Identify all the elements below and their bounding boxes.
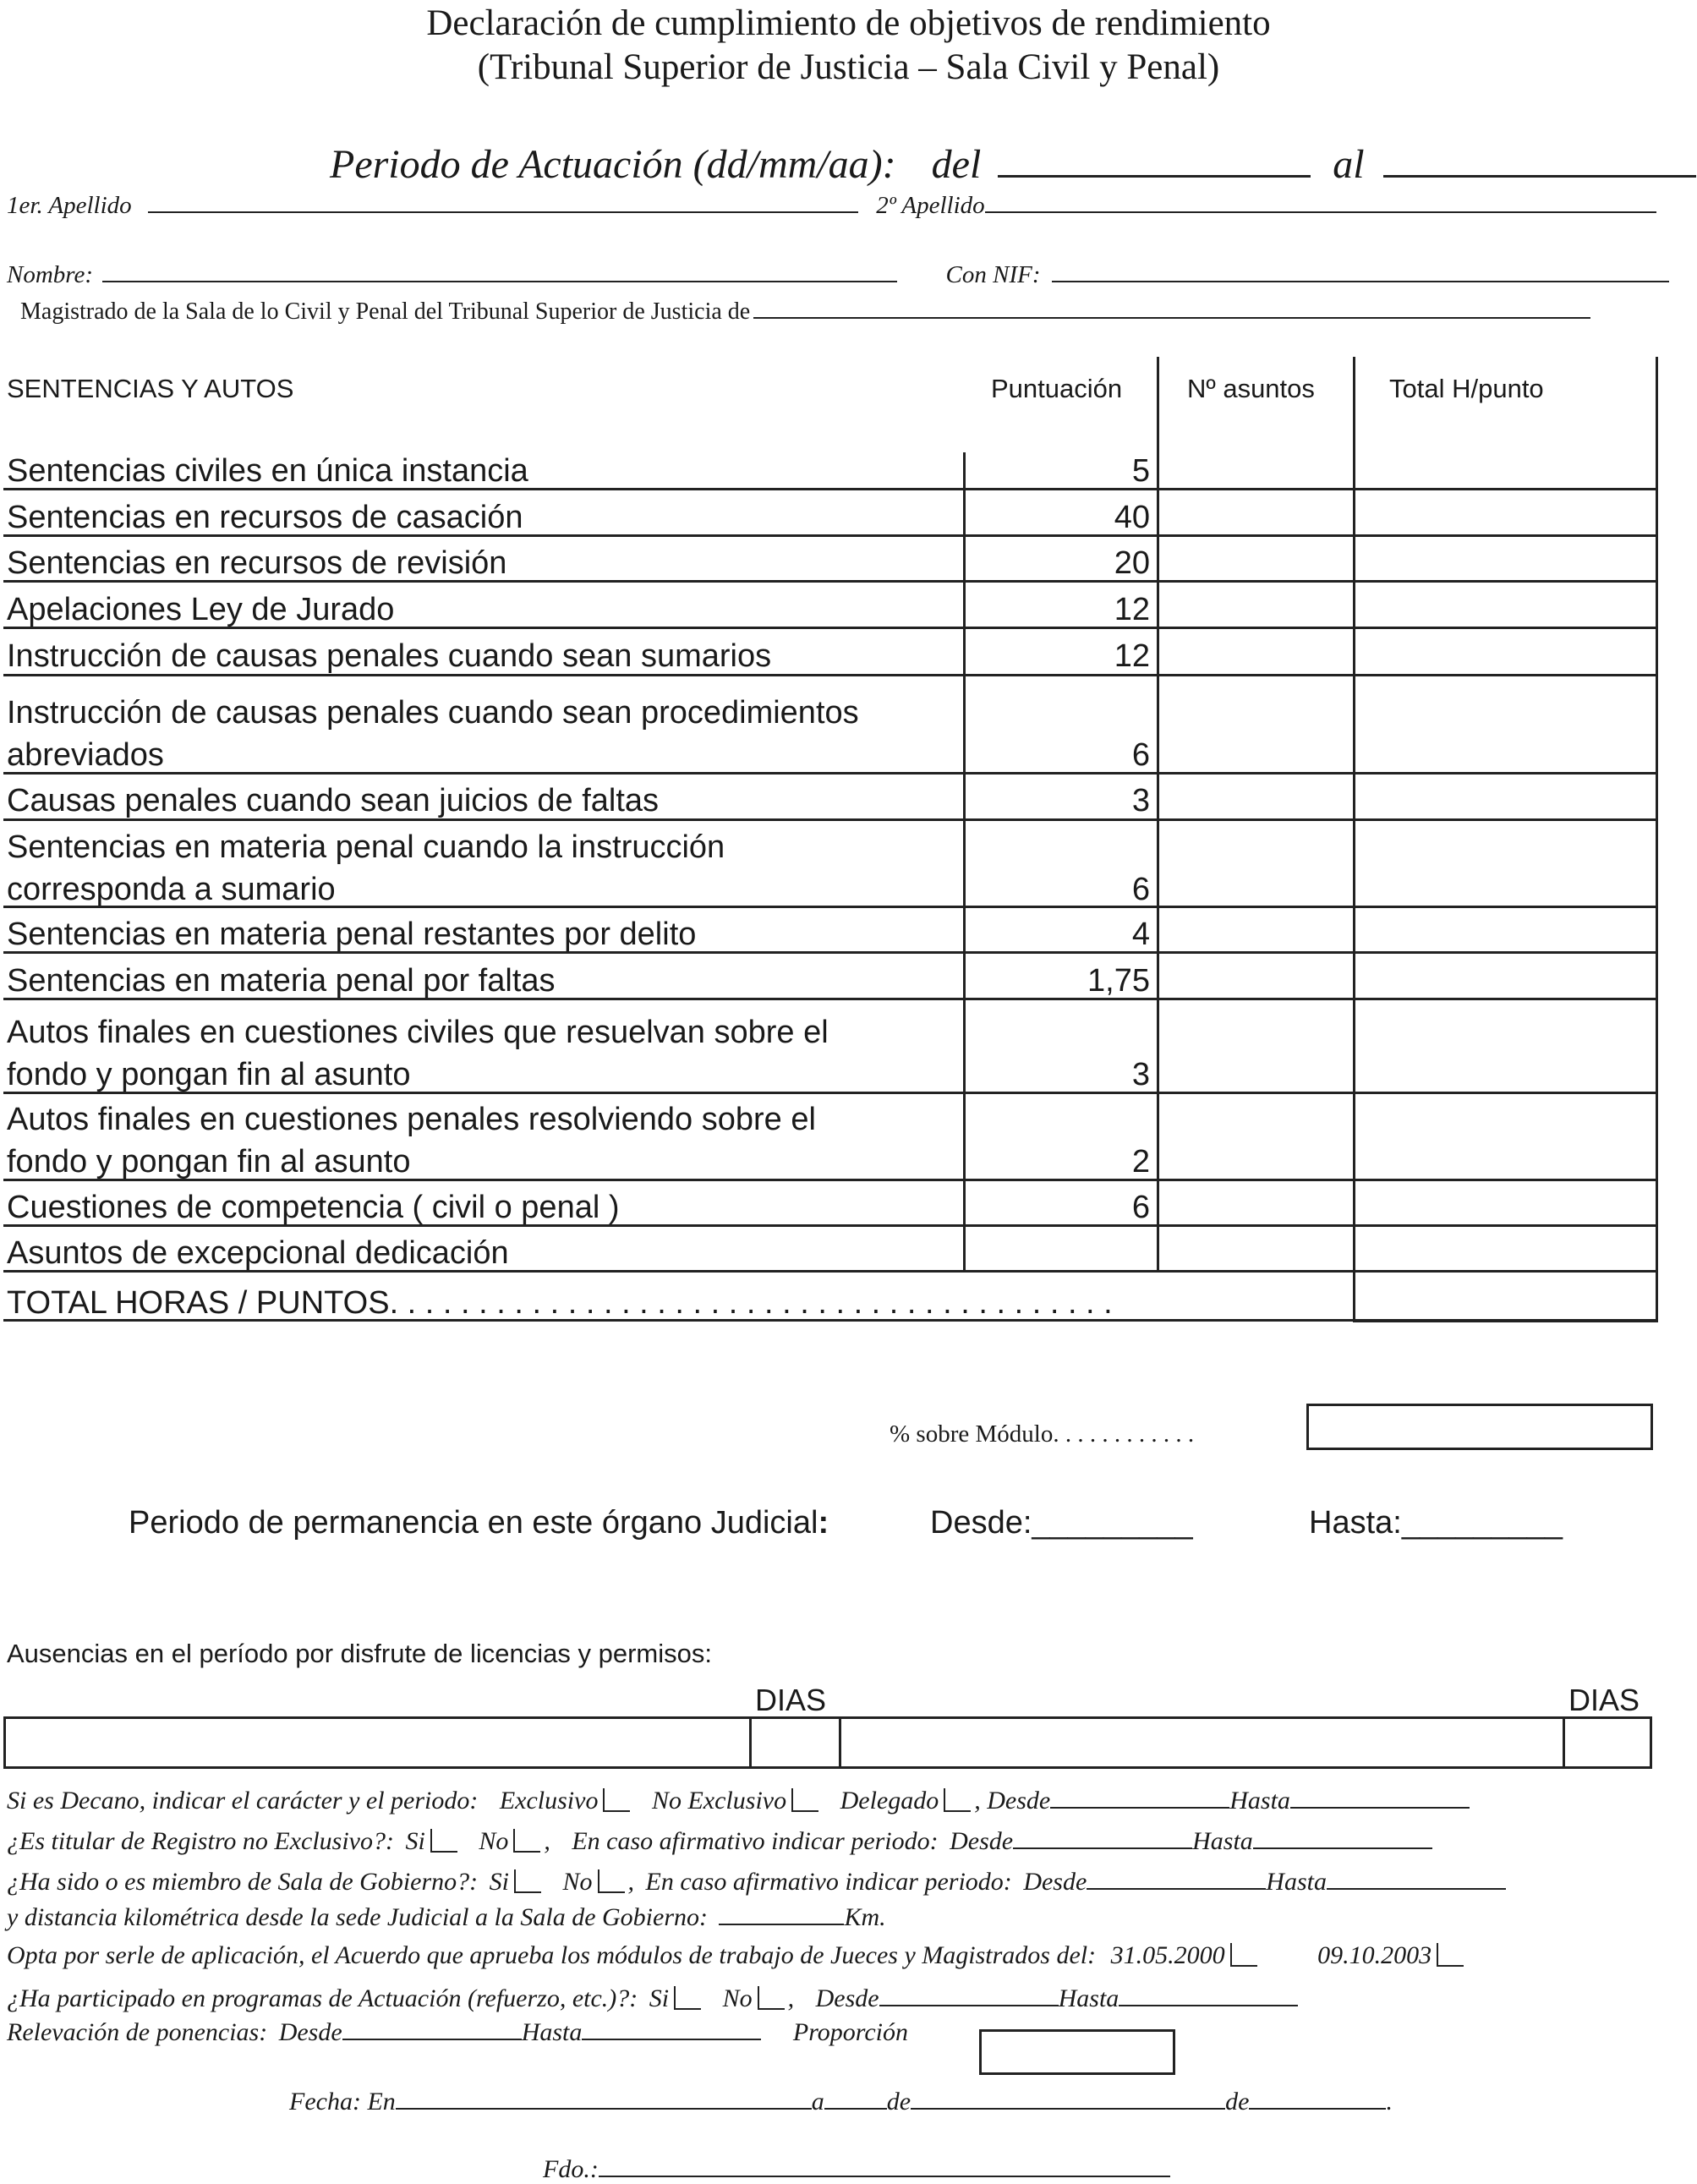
- programas-row: [7, 1982, 1298, 2013]
- desde-label: Desde: [815, 1984, 879, 2012]
- fecha-anio-field[interactable]: [1249, 2085, 1386, 2110]
- relevacion-desde-field[interactable]: [342, 2016, 522, 2040]
- opta-label: Opta por serle de aplicación, el Acuerdo que aprueba los módulos de trabajo de Jueces y Magistrados del:: [7, 1941, 1097, 1969]
- section-heading: SENTENCIAS Y AUTOS: [7, 374, 294, 403]
- proporcion-field[interactable]: [979, 2029, 1175, 2075]
- programas-desde-field[interactable]: [879, 1982, 1059, 2006]
- fecha-lugar-field[interactable]: [396, 2085, 812, 2110]
- row-separator: [3, 1179, 1657, 1181]
- apellido2-label: 2º Apellido: [876, 192, 985, 220]
- gobierno-no-checkbox[interactable]: [598, 1869, 625, 1893]
- dias-header: DIAS: [1568, 1683, 1640, 1717]
- comma: ,: [787, 1984, 795, 2012]
- row-separator: [3, 627, 1657, 629]
- title-line-2: (Tribunal Superior de Justicia – Sala Civil y Penal): [477, 47, 1220, 87]
- permanencia-row: [129, 1505, 829, 1541]
- table-row-label: Asuntos de excepcional dedicación: [7, 1235, 509, 1271]
- distancia-label: y distancia kilométrica desde la sede Judicial a la Sala de Gobierno:: [7, 1903, 708, 1931]
- table-col-divider: [1353, 357, 1355, 1271]
- table-row-label-cont: corresponda a sumario: [7, 872, 336, 907]
- col-header-count: Nº asuntos: [1187, 374, 1315, 403]
- magistrado-field[interactable]: [753, 296, 1590, 319]
- acuerdo-2000-checkbox[interactable]: [1230, 1943, 1257, 1967]
- table-row-label-cont: fondo y pongan fin al asunto: [7, 1144, 411, 1180]
- ausencias-divider: [1563, 1716, 1565, 1769]
- modulo-label: % sobre Módulo. . . . . . . . . . . .: [890, 1420, 1195, 1448]
- nombre-field[interactable]: [102, 259, 897, 282]
- delegado-label: Delegado: [840, 1787, 939, 1815]
- decano-label: Si es Decano, indicar el carácter y el periodo:: [7, 1787, 479, 1815]
- row-separator: [3, 818, 1657, 821]
- row-separator: [3, 951, 1657, 954]
- title-line-1: Declaración de cumplimiento de objetivos de rendimiento: [426, 3, 1271, 43]
- decano-row: [7, 1784, 1470, 1815]
- gobierno-desde-field[interactable]: [1087, 1865, 1266, 1890]
- acuerdo-date-1: 31.05.2000: [1110, 1941, 1225, 1969]
- hasta-label: Hasta: [1058, 1984, 1119, 2012]
- table-row-label: Apelaciones Ley de Jurado: [7, 592, 395, 627]
- row-separator: [3, 1092, 1657, 1094]
- table-row-points: 40: [1114, 500, 1150, 535]
- fecha-de-label: de: [886, 2088, 911, 2116]
- distancia-row: [7, 1901, 886, 1932]
- table-row-label: Instrucción de causas penales cuando sean procedimientos: [7, 695, 859, 731]
- programas-hasta-field[interactable]: [1119, 1982, 1298, 2006]
- decano-hasta-field[interactable]: [1290, 1784, 1470, 1809]
- desde-label: Desde: [278, 2018, 342, 2046]
- row-separator: [3, 674, 1657, 676]
- gobierno-si-checkbox[interactable]: [514, 1869, 541, 1893]
- si-label: Si: [489, 1868, 509, 1896]
- table-row-label: Sentencias en materia penal cuando la instrucción: [7, 829, 725, 865]
- si-label: Si: [405, 1827, 425, 1855]
- permanencia-label: Periodo de permanencia en este órgano Judicial: [129, 1505, 818, 1541]
- modulo-field[interactable]: [1306, 1404, 1653, 1450]
- fecha-row: Fecha: En a de de .: [289, 2085, 1393, 2116]
- registro-no-checkbox[interactable]: [513, 1829, 540, 1853]
- si-label: Si: [649, 1984, 670, 2012]
- fecha-de-label: de: [1225, 2088, 1250, 2116]
- proporcion-label: Proporción: [792, 2018, 908, 2046]
- relevacion-label: Relevación de ponencias:: [7, 2018, 268, 2046]
- desde-label: , Desde: [974, 1787, 1051, 1815]
- table-row-points: 2: [1131, 1144, 1150, 1180]
- permanencia-colon: :: [818, 1505, 829, 1541]
- fdo-label: Fdo.:: [543, 2155, 599, 2183]
- registro-label: ¿Es titular de Registro no Exclusivo?:: [7, 1827, 394, 1855]
- table-row-points: 20: [1114, 545, 1150, 581]
- permanencia-hasta[interactable]: Hasta:_________: [1309, 1505, 1563, 1541]
- decano-desde-field[interactable]: [1050, 1784, 1229, 1809]
- dias-header: DIAS: [755, 1683, 827, 1717]
- fecha-dia-field[interactable]: [824, 2085, 887, 2110]
- form-title: [0, 2, 1697, 90]
- table-row-points: 6: [1131, 872, 1150, 907]
- row-separator: [3, 1319, 1657, 1322]
- km-label: Km.: [844, 1903, 886, 1931]
- table-row-points: 1,75: [1087, 963, 1150, 999]
- table-row-points: 4: [1131, 917, 1150, 952]
- period-to-label: al: [1333, 142, 1365, 188]
- programas-label: ¿Ha participado en programas de Actuación (refuerzo, etc.)?:: [7, 1984, 638, 2012]
- col-header-total: Total H/punto: [1389, 374, 1544, 403]
- relevacion-row: [7, 2016, 908, 2047]
- period-from-label: del: [931, 142, 982, 188]
- ausencias-cell-2[interactable]: [844, 1721, 1559, 1765]
- period-to-field[interactable]: [1383, 139, 1696, 178]
- row-separator: [3, 1224, 1657, 1227]
- total-label: TOTAL HORAS / PUNTOS. . . . . . . . . . . . . . . . . . . . . . . . . . . . . . . . . . . . . . . . .: [7, 1285, 1113, 1321]
- fdo-row: [543, 2153, 1170, 2184]
- fecha-mes-field[interactable]: [911, 2085, 1225, 2110]
- fecha-a-label: a: [811, 2088, 824, 2116]
- period-label: Periodo de Actuación (dd/mm/aa):: [330, 142, 896, 188]
- table-row-label-cont: abreviados: [7, 737, 164, 773]
- magistrado-label: Magistrado de la Sala de lo Civil y Penal del Tribunal Superior de Justicia de: [20, 298, 751, 326]
- table-col-divider: [963, 452, 966, 1271]
- registro-row: [7, 1825, 1432, 1856]
- registro-si-checkbox[interactable]: [430, 1829, 457, 1853]
- apellido1-row: [7, 189, 1656, 220]
- table-row-points: 5: [1131, 453, 1150, 489]
- ausencias-divider: [839, 1716, 841, 1769]
- comma: ,: [627, 1868, 635, 1896]
- table-row-points: 6: [1131, 737, 1150, 773]
- period-row: [330, 139, 1696, 188]
- no-label: No: [479, 1827, 509, 1855]
- no-label: No: [562, 1868, 593, 1896]
- table-row-label: Sentencias civiles en única instancia: [7, 453, 528, 489]
- row-separator: [3, 998, 1657, 1000]
- exclusivo-label: Exclusivo: [499, 1787, 599, 1815]
- desde-label: Desde: [1023, 1868, 1087, 1896]
- fdo-field[interactable]: [599, 2153, 1170, 2177]
- distancia-field[interactable]: [719, 1901, 844, 1925]
- nif-label: Con NIF:: [945, 261, 1041, 289]
- table-row-label: Causas penales cuando sean juicios de faltas: [7, 783, 660, 818]
- exclusivo-checkbox[interactable]: [603, 1788, 630, 1812]
- registro-hasta-field[interactable]: [1253, 1825, 1432, 1849]
- hasta-label: Hasta: [1229, 1787, 1290, 1815]
- delegado-checkbox[interactable]: [944, 1788, 971, 1812]
- nif-field[interactable]: [1052, 259, 1669, 282]
- magistrado-row: [20, 296, 1590, 326]
- opta-row: [7, 1941, 1467, 1970]
- apellido1-field[interactable]: [148, 189, 858, 213]
- table-col-divider: [1656, 357, 1658, 1271]
- acuerdo-2003-checkbox[interactable]: [1437, 1943, 1464, 1967]
- registro-desde-field[interactable]: [1013, 1825, 1192, 1849]
- programas-no-checkbox[interactable]: [758, 1986, 785, 2010]
- ausencias-dias-cell-1[interactable]: [754, 1721, 835, 1765]
- gobierno-hasta-field[interactable]: [1327, 1865, 1506, 1890]
- afirmativo-label: En caso afirmativo indicar periodo:: [572, 1827, 939, 1855]
- col-header-points: Puntuación: [991, 374, 1123, 403]
- no-exclusivo-label: No Exclusivo: [651, 1787, 787, 1815]
- total-field[interactable]: [1353, 1270, 1658, 1322]
- apellido1-label: 1er. Apellido: [7, 192, 132, 220]
- no-exclusivo-checkbox[interactable]: [791, 1788, 818, 1812]
- table-row-label: Instrucción de causas penales cuando sean sumarios: [7, 638, 772, 674]
- table-row-points: 12: [1114, 592, 1150, 627]
- comma: ,: [544, 1827, 550, 1855]
- ausencias-divider: [749, 1716, 752, 1769]
- table-row-label-cont: fondo y pongan fin al asunto: [7, 1057, 411, 1092]
- table-row-label: Autos finales en cuestiones penales resolviendo sobre el: [7, 1102, 816, 1137]
- ausencias-label: Ausencias en el período por disfrute de licencias y permisos:: [7, 1639, 712, 1668]
- ausencias-dias-cell-2[interactable]: [1568, 1721, 1649, 1765]
- acuerdo-date-2: 09.10.2003: [1317, 1941, 1432, 1969]
- period-from-field[interactable]: [998, 139, 1311, 178]
- nombre-row: [7, 259, 1669, 289]
- gobierno-row: [7, 1865, 1506, 1897]
- table-row-label: Sentencias en recursos de casación: [7, 500, 523, 535]
- hasta-label: Hasta: [1192, 1827, 1253, 1855]
- desde-label: Desde: [950, 1827, 1014, 1855]
- row-separator: [3, 534, 1657, 537]
- table-row-points: 3: [1131, 1057, 1150, 1092]
- table-row-label: Cuestiones de competencia ( civil o penal ): [7, 1190, 620, 1225]
- fecha-label: Fecha: En: [289, 2088, 396, 2116]
- row-separator: [3, 580, 1657, 583]
- row-separator: [3, 772, 1657, 775]
- nombre-label: Nombre:: [7, 261, 94, 289]
- table-row-points: 3: [1131, 783, 1150, 818]
- relevacion-hasta-field[interactable]: [582, 2016, 761, 2040]
- row-separator: [3, 906, 1657, 908]
- ausencias-cell-1[interactable]: [8, 1721, 746, 1765]
- table-row-label: Sentencias en materia penal restantes por delito: [7, 917, 697, 952]
- permanencia-desde[interactable]: Desde:_________: [930, 1505, 1193, 1541]
- table-col-divider: [1157, 357, 1159, 1271]
- programas-si-checkbox[interactable]: [674, 1986, 701, 2010]
- apellido2-field[interactable]: [985, 189, 1656, 213]
- no-label: No: [722, 1984, 753, 2012]
- table-row-points: 12: [1114, 638, 1150, 674]
- hasta-label: Hasta: [1266, 1868, 1327, 1896]
- table-row-points: 6: [1131, 1190, 1150, 1225]
- table-row-label: Sentencias en materia penal por faltas: [7, 963, 556, 999]
- row-separator: [3, 488, 1657, 490]
- table-row-label: Sentencias en recursos de revisión: [7, 545, 507, 581]
- hasta-label: Hasta: [521, 2018, 583, 2046]
- gobierno-label: ¿Ha sido o es miembro de Sala de Gobierno?:: [7, 1868, 479, 1896]
- table-row-label: Autos finales en cuestiones civiles que resuelvan sobre el: [7, 1015, 829, 1050]
- afirmativo-label: En caso afirmativo indicar periodo:: [645, 1868, 1012, 1896]
